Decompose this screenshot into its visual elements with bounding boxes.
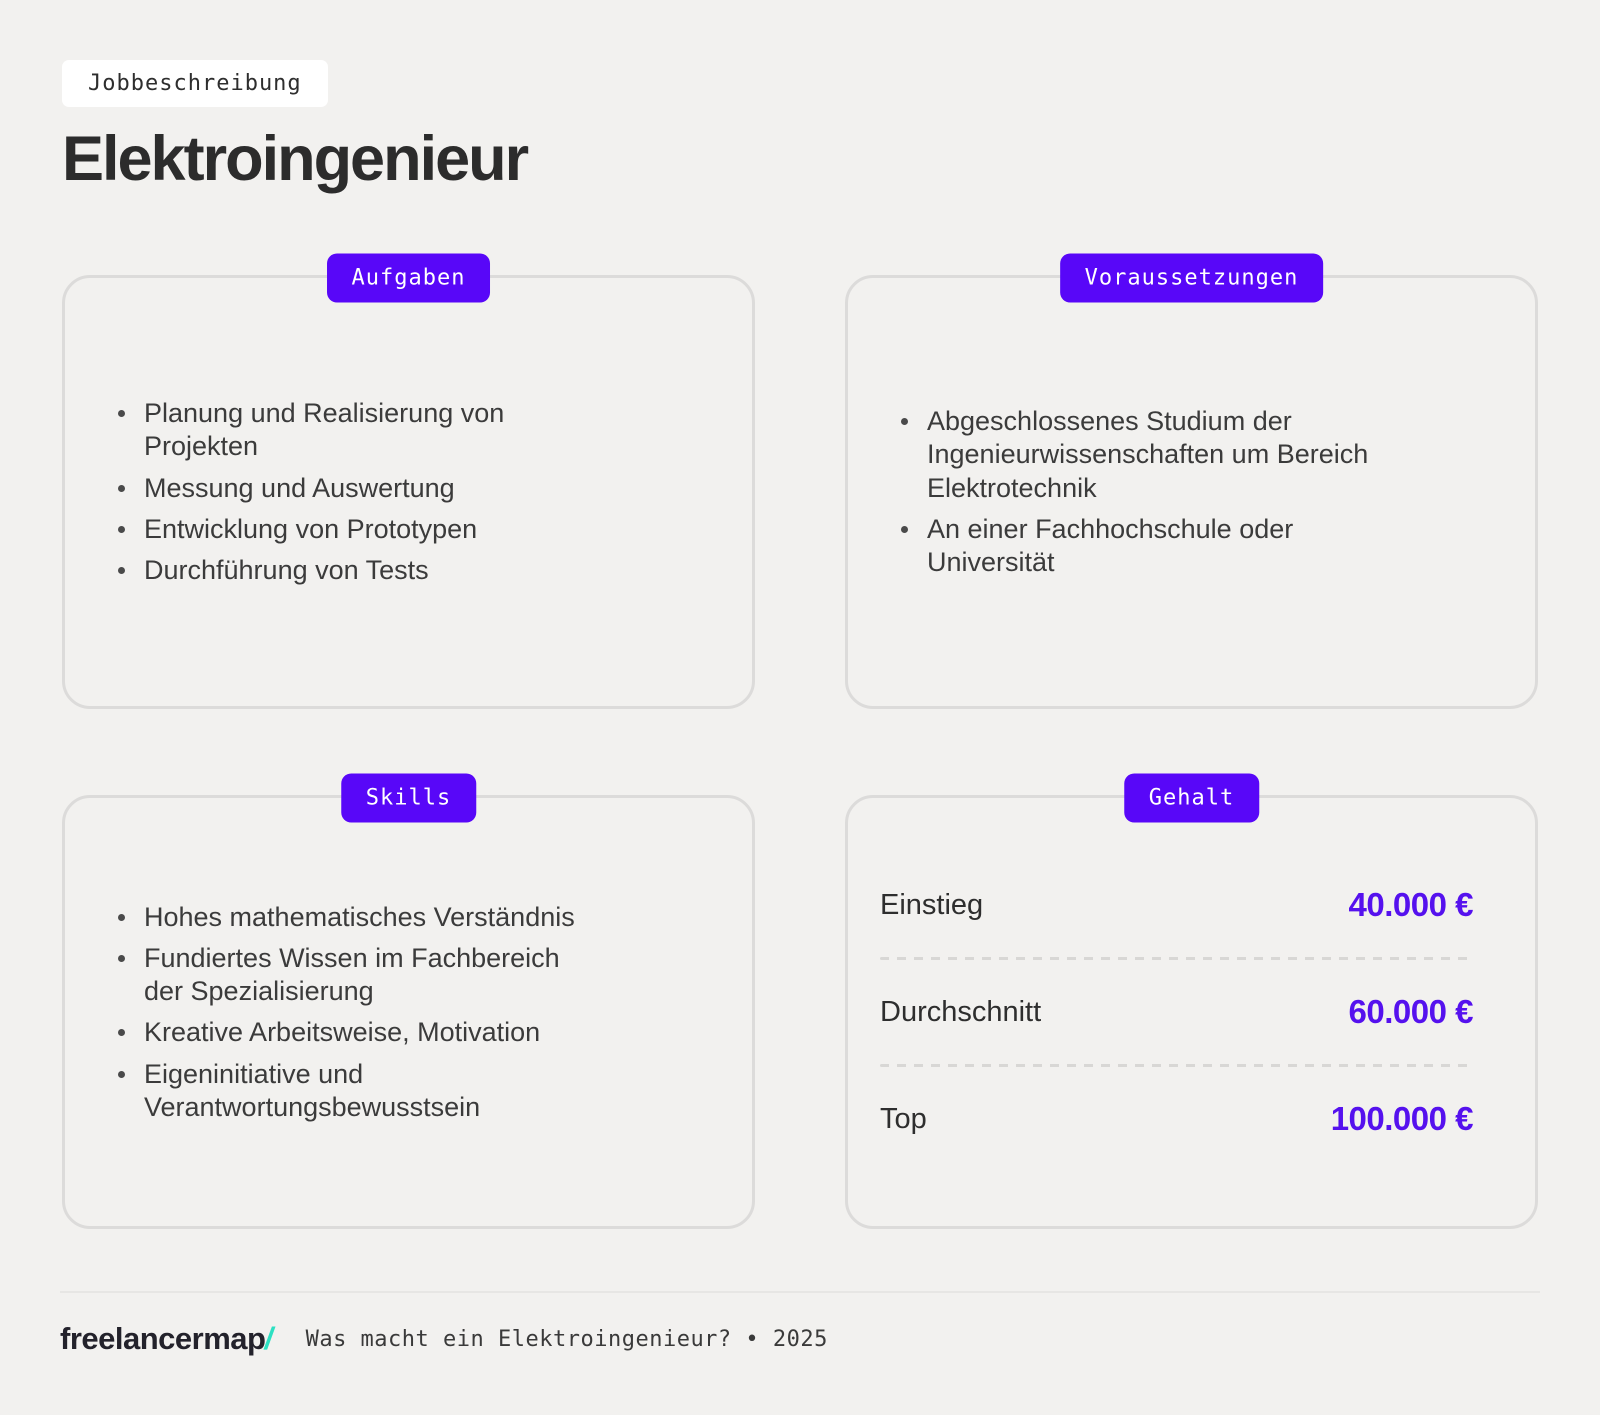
card-badge-gehalt: Gehalt: [1124, 774, 1259, 823]
category-tag: Jobbeschreibung: [62, 60, 328, 107]
list-item-text: Kreative Arbeitsweise, Motivation: [144, 1017, 541, 1048]
list-item: [118, 397, 598, 463]
list-item: [118, 513, 598, 546]
logo-text: freelancermap: [60, 1321, 266, 1357]
salary-row: [880, 992, 1473, 1032]
salary-row: [880, 885, 1473, 925]
dashed-divider: [880, 957, 1473, 960]
voraussetzungen-list: [901, 397, 1426, 587]
list-item-text: Entwicklung von Prototypen: [144, 513, 478, 544]
list-item-text: Durchführung von Tests: [144, 555, 429, 586]
bullet-icon: [118, 914, 125, 921]
salary-table: [848, 798, 1535, 1226]
list-item: [901, 513, 1426, 579]
card-voraussetzungen: [845, 265, 1538, 709]
dashed-divider: [880, 1064, 1473, 1067]
list-item: [118, 472, 598, 505]
list-item-text: An einer Fachhochschule oder Universität: [927, 513, 1294, 578]
logo-slash-icon: /: [262, 1321, 277, 1357]
list-item-text: Messung und Auswertung: [144, 472, 455, 503]
salary-label: Einstieg: [880, 888, 984, 921]
bullet-icon: [118, 485, 125, 492]
card-badge-aufgaben: Aufgaben: [327, 254, 491, 303]
list-item: [118, 942, 598, 1008]
salary-value: 40.000 €: [1348, 886, 1473, 924]
header: [0, 0, 1600, 194]
freelancermap-logo: [60, 1321, 277, 1357]
list-item: [118, 554, 598, 587]
card-badge-skills: Skills: [341, 774, 476, 823]
list-item-text: Abgeschlossenes Studium der Ingenieurwissenschaften um Bereich Elektrotechnik: [927, 406, 1369, 503]
footer-divider: [60, 1291, 1540, 1293]
salary-label: Durchschnitt: [880, 995, 1042, 1028]
list-item-text: Eigeninitiative und Verantwortungsbewusstsein: [144, 1058, 481, 1122]
card-body-aufgaben: [65, 278, 752, 706]
bullet-icon: [901, 418, 908, 425]
list-item-text: Hohes mathematisches Verständnis: [144, 901, 575, 932]
footer: [60, 1321, 1540, 1357]
list-item: [118, 1058, 598, 1124]
salary-label: Top: [880, 1102, 927, 1135]
salary-value: 100.000 €: [1330, 1100, 1473, 1138]
list-item: [118, 901, 598, 934]
card-body-voraussetzungen: [848, 278, 1535, 706]
page-title: Elektroingenieur: [62, 124, 528, 194]
bullet-icon: [118, 526, 125, 533]
list-item: [118, 1016, 598, 1049]
salary-row: [880, 1099, 1473, 1139]
bullet-icon: [118, 1029, 125, 1036]
list-item-text: Fundiertes Wissen im Fachbereich der Spezialisierung: [144, 942, 560, 1007]
skills-list: [118, 893, 598, 1132]
aufgaben-list: [118, 389, 598, 595]
card-body-skills: [65, 798, 752, 1226]
card-gehalt: [845, 785, 1538, 1229]
bullet-icon: [118, 955, 125, 962]
card-badge-voraussetzungen: Voraussetzungen: [1060, 254, 1324, 303]
list-item: [901, 405, 1426, 505]
list-item-text: Planung und Realisierung von Projekten: [144, 398, 505, 462]
footer-caption: Was macht ein Elektroingenieur? • 2025: [305, 1326, 828, 1352]
bullet-icon: [118, 410, 125, 417]
bullet-icon: [118, 567, 125, 574]
card-skills: [62, 785, 755, 1229]
card-grid: [62, 265, 1538, 1229]
bullet-icon: [901, 526, 908, 533]
salary-value: 60.000 €: [1348, 993, 1473, 1031]
bullet-icon: [118, 1071, 125, 1078]
card-aufgaben: [62, 265, 755, 709]
